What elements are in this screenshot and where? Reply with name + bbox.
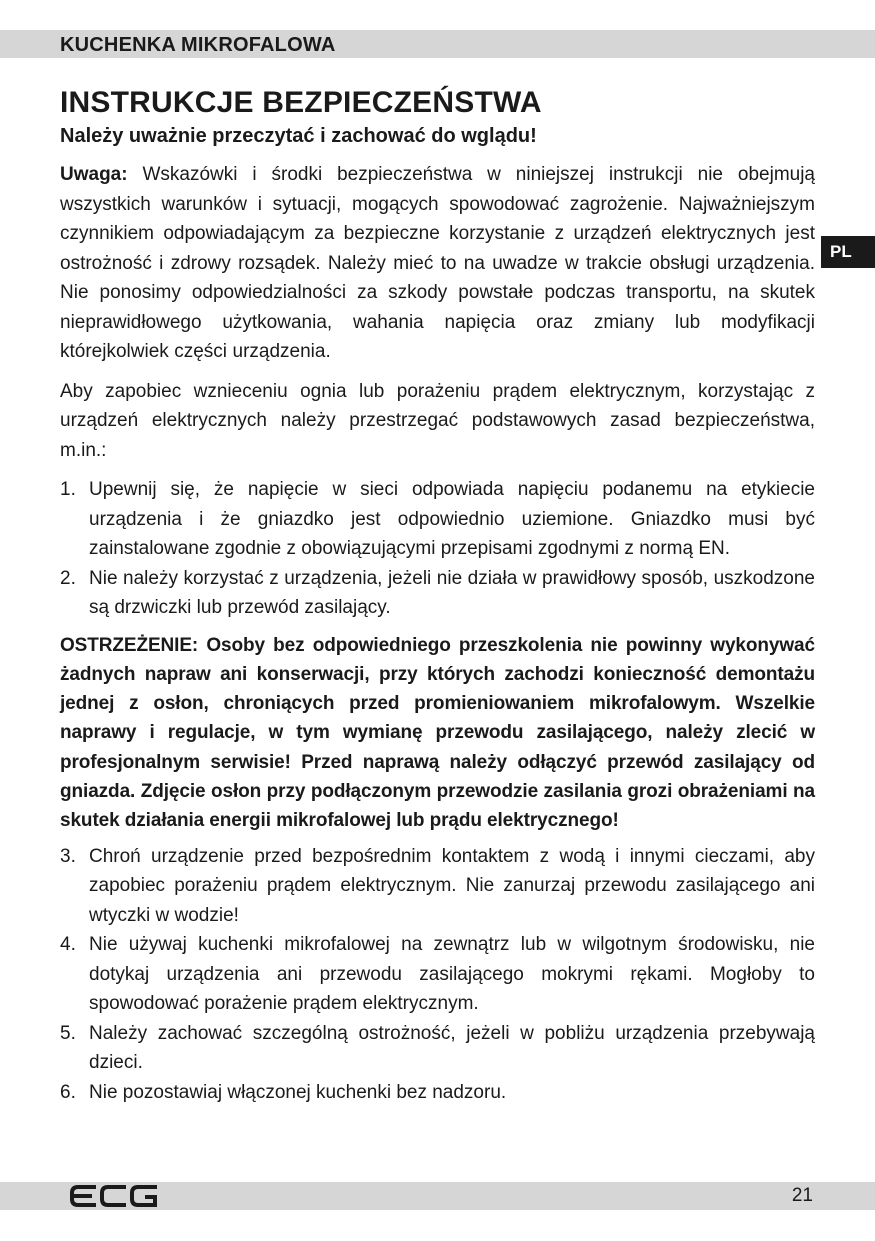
list-item-text: Nie pozostawiaj włączonej kuchenki bez nadzoru. — [89, 1081, 507, 1103]
page-number: 21 — [791, 1185, 813, 1206]
list-item — [60, 475, 815, 564]
list-item-text: Nie należy korzystać z urządzenia, jeżeli nie działa w prawidłowy sposób, uszkodzone są drzwiczki lub przewód zasilający. — [89, 567, 815, 618]
language-badge: PL — [821, 236, 875, 268]
list-item-text: Chroń urządzenie przed bezpośrednim kontaktem z wodą i innymi cieczami, aby zapobiec porażeniu prądem elektrycznym. Nie zanurzaj przewodu zasilającego ani wtyczki w wodzie! — [89, 845, 815, 926]
main-content — [60, 84, 815, 1115]
list-item-text: Upewnij się, że napięcie w sieci odpowiada napięciu podanemu na etykiecie urządzenia i że gniazdko jest odpowiednio uziemione. Gniazdko musi być zainstalowane zgodnie z obowiązującymi przepisami zgodnymi z normą EN. — [89, 479, 815, 559]
list-item — [60, 1019, 815, 1078]
list-item — [60, 564, 815, 623]
list-item-text: Należy zachować szczególną ostrożność, jeżeli w pobliżu urządzenia przebywają dzieci. — [89, 1022, 815, 1074]
intro-lead: Uwaga: — [60, 164, 128, 185]
list-item-number: 4. — [60, 934, 76, 956]
list-item-number: 1. — [60, 479, 76, 500]
list-item-number: 3. — [60, 845, 76, 867]
intro-paragraph — [60, 160, 815, 367]
safety-list-1 — [60, 475, 815, 623]
warning-paragraph: OSTRZEŻENIE: Osoby bez odpowiedniego przeszkolenia nie powinny wykonywać żadnych napraw ani konserwacji, przy których zachodzi konieczność demontażu jednej z osłon, chroniących przed promieniowaniem mikrofalowym. Wszelkie naprawy i regulacje, w tym wymianę przewodu zasilającego, należy zlecić w profesjonalnym serwisie! Przed naprawą należy odłączyć przewód zasilający od gniazda. Zdjęcie osłon przy podłączonym przewodzie zasilania grozi obrażeniami na skutek działania energii mikrofalowej lub prądu elektrycznego! — [60, 634, 815, 832]
list-item — [60, 842, 815, 931]
list-item-number: 2. — [60, 567, 76, 589]
header-bar — [0, 30, 875, 58]
safety-rules-paragraph: Aby zapobiec wznieceniu ognia lub porażeniu prądem elektrycznym, korzystając z urządzeń elektrycznych należy przestrzegać podstawowych zasad bezpieczeństwa, m.in.: — [60, 380, 815, 461]
list-item-number: 5. — [60, 1022, 76, 1044]
footer-bar — [0, 1182, 875, 1210]
page-subtitle: Należy uważnie przeczytać i zachować do wglądu! — [60, 125, 537, 147]
list-item — [60, 930, 815, 1019]
intro-text: Wskazówki i środki bezpieczeństwa w niniejszej instrukcji nie obejmują wszystkich warunków i sytuacji, mogących spowodować zagrożenie. Najważniejszym czynnikiem odpowiadającym za bezpieczne korzystanie z urządzeń elektrycznych jest ostrożność i zdrowy rozsądek. Należy mieć to na uwadze w trakcie obsługi urządzenia. Nie ponosimy odpowiedzialności za szkody powstałe podczas transportu, na skutek nieprawidłowego użytkowania, wahania napięcia oraz zmiany lub modyfikacji którejkolwiek części urządzenia. — [60, 164, 815, 362]
ecg-logo — [70, 1185, 160, 1207]
list-item — [60, 1078, 815, 1108]
safety-list-2 — [60, 842, 815, 1108]
list-item-text: Nie używaj kuchenki mikrofalowej na zewnątrz lub w wilgotnym środowisku, nie dotykaj urządzenia ani przewodu zasilającego mokrymi rękami. Mogłoby to spowodować porażenie prądem elektrycznym. — [89, 934, 815, 1015]
header-title: KUCHENKA MIKROFALOWA — [60, 34, 336, 56]
page-title: INSTRUKCJE BEZPIECZEŃSTWA — [60, 86, 542, 119]
list-item-number: 6. — [60, 1081, 76, 1103]
